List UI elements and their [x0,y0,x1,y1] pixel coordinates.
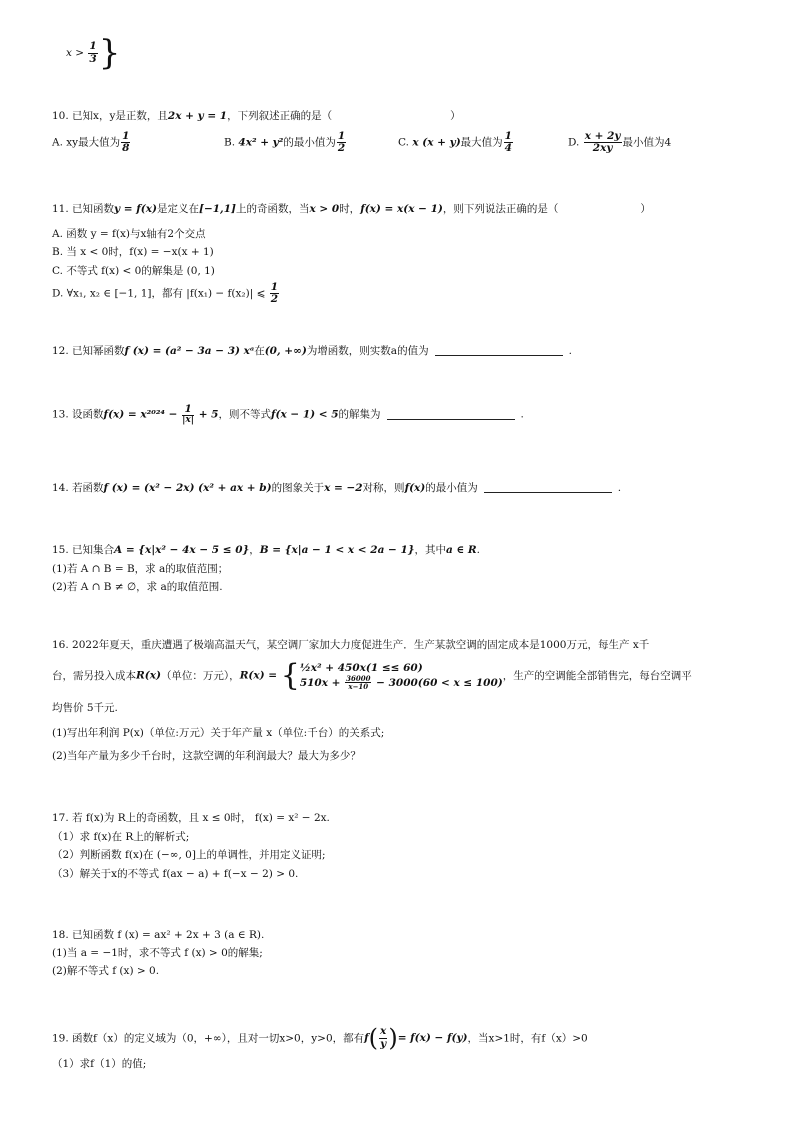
question-14: 14. 若函数f (x) = (x² − 2x) (x² + ax + b)的图象关于x = −2对称，则f(x)的最小值为 . [52,482,622,494]
question-16-line-1: 16. 2022年夏天，重庆遭遇了极端高温天气，某空调厂家加大力度促进生产．生产某款空调的固定成本是1000万元，每生产 x千 [52,639,650,651]
question-10-option-d: D. $\frac{x + 2y}{2xy}$ 最小值为4 [568,130,672,155]
inequality: x > [66,47,88,59]
question-18-stem: 18. 已知函数 f (x) = ax² + 2x + 3 (a ∈ R). [52,929,265,941]
question-18-part-2: (2)解不等式 f (x) > 0. [52,965,160,977]
question-10-stem: 10. 已知x，y是正数，且2x + y = 1，下列叙述正确的是（ ） [52,110,461,122]
question-15-part-1: (1)若 A ∩ B = B，求 a的取值范围； [52,563,229,575]
question-16-line-3: 均售价 5千元. [52,702,118,714]
answer-blank[interactable] [387,409,515,420]
question-17-part-1: （1）求 f(x)在 R上的解析式; [52,831,190,843]
fraction: $\frac{1}{3}$ [89,40,97,65]
question-10-option-a: A. xy最大值为 $\frac{1}{8}$ [52,130,130,155]
question-19-part-1: （1）求f（1）的值; [52,1058,147,1070]
brace: } [98,33,121,73]
question-11-stem: 11. 已知函数y = f(x)是定义在[−1,1]上的奇函数，当x > 0时，f(x) = x(x − 1)，则下列说法正确的是（ ） [52,203,651,215]
question-19-stem: 19. 函数f（x）的定义域为（0，+∞），且对一切x>0，y>0，都有f( $\frac{x}{y}$ )= f(x) − f(y)，当x>1时，有f（x）>0 [52,1024,588,1052]
previous-answer-fragment [66,33,121,73]
question-12: 12. 已知幂函数f (x) = (a² − 3a − 3) xᵃ在(0, +∞)为增函数，则实数a的值为 . [52,345,572,357]
question-16-part-2: (2)当年产量为多少千台时，这款空调的年利润最大？最大为多少？ [52,750,361,762]
question-15-part-2: (2)若 A ∩ B ≠ ∅，求 a的取值范围. [52,581,223,593]
question-18-part-1: (1)当 a = −1时，求不等式 f (x) > 0的解集; [52,947,263,959]
question-17-stem: 17. 若 f(x)为 R上的奇函数，且 x ≤ 0时， f(x) = x² − 2x. [52,812,330,824]
question-10-option-b: B. 4x² + y²的最小值为 $\frac{1}{2}$ [224,130,346,155]
question-11-option-d: D. ∀x₁, x₂ ∈ [−1, 1]，都有 |f(x₁) − f(x₂)| ⩽ $\frac{1}{2}$ [52,281,279,306]
question-17-part-2: （2）判断函数 f(x)在 (−∞, 0]上的单调性，并用定义证明; [52,849,326,861]
piecewise-brace: { [280,658,300,693]
question-11-option-b: B. 当 x < 0时，f(x) = −x(x + 1) [52,246,214,258]
question-17-part-3: （3）解关于x的不等式 f(ax − a) + f(−x − 2) > 0. [52,868,299,880]
question-16-line-2: 台，需另投入成本R(x)（单位：万元），R(x) = { ½x² + 450x(1 ≤≤ 60) 510x + $\frac{36000}{x-10}$ − 3000(60 < x ≤ 100) ，生产的空调能全部销售完，每台空调平 [52,658,692,693]
question-10-option-c: C. x (x + y)最大值为 $\frac{1}{4}$ [398,130,512,155]
answer-blank[interactable] [435,345,563,356]
piecewise-cases: ½x² + 450x(1 ≤≤ 60) 510x + $\frac{36000}{x-10}$ − 3000(60 < x ≤ 100) [299,661,503,692]
question-11-option-c: C. 不等式 f(x) < 0的解集是 (0, 1) [52,265,215,277]
question-16-part-1: (1)写出年利润 P(x)（单位:万元）关于年产量 x（单位:千台）的关系式; [52,727,385,739]
question-11-option-a: A. 函数 y = f(x)与x轴有2个交点 [52,228,206,240]
question-15-stem: 15. 已知集合A = {x|x² − 4x − 5 ≤ 0}，B = {x|a − 1 < x < 2a − 1}，其中a ∈ R. [52,544,481,556]
question-13: 13. 设函数f(x) = x²⁰²⁴ − $\frac{1}{|x|}$ + 5，则不等式f(x − 1) < 5的解集为 . [52,403,524,426]
answer-blank[interactable] [484,482,612,493]
